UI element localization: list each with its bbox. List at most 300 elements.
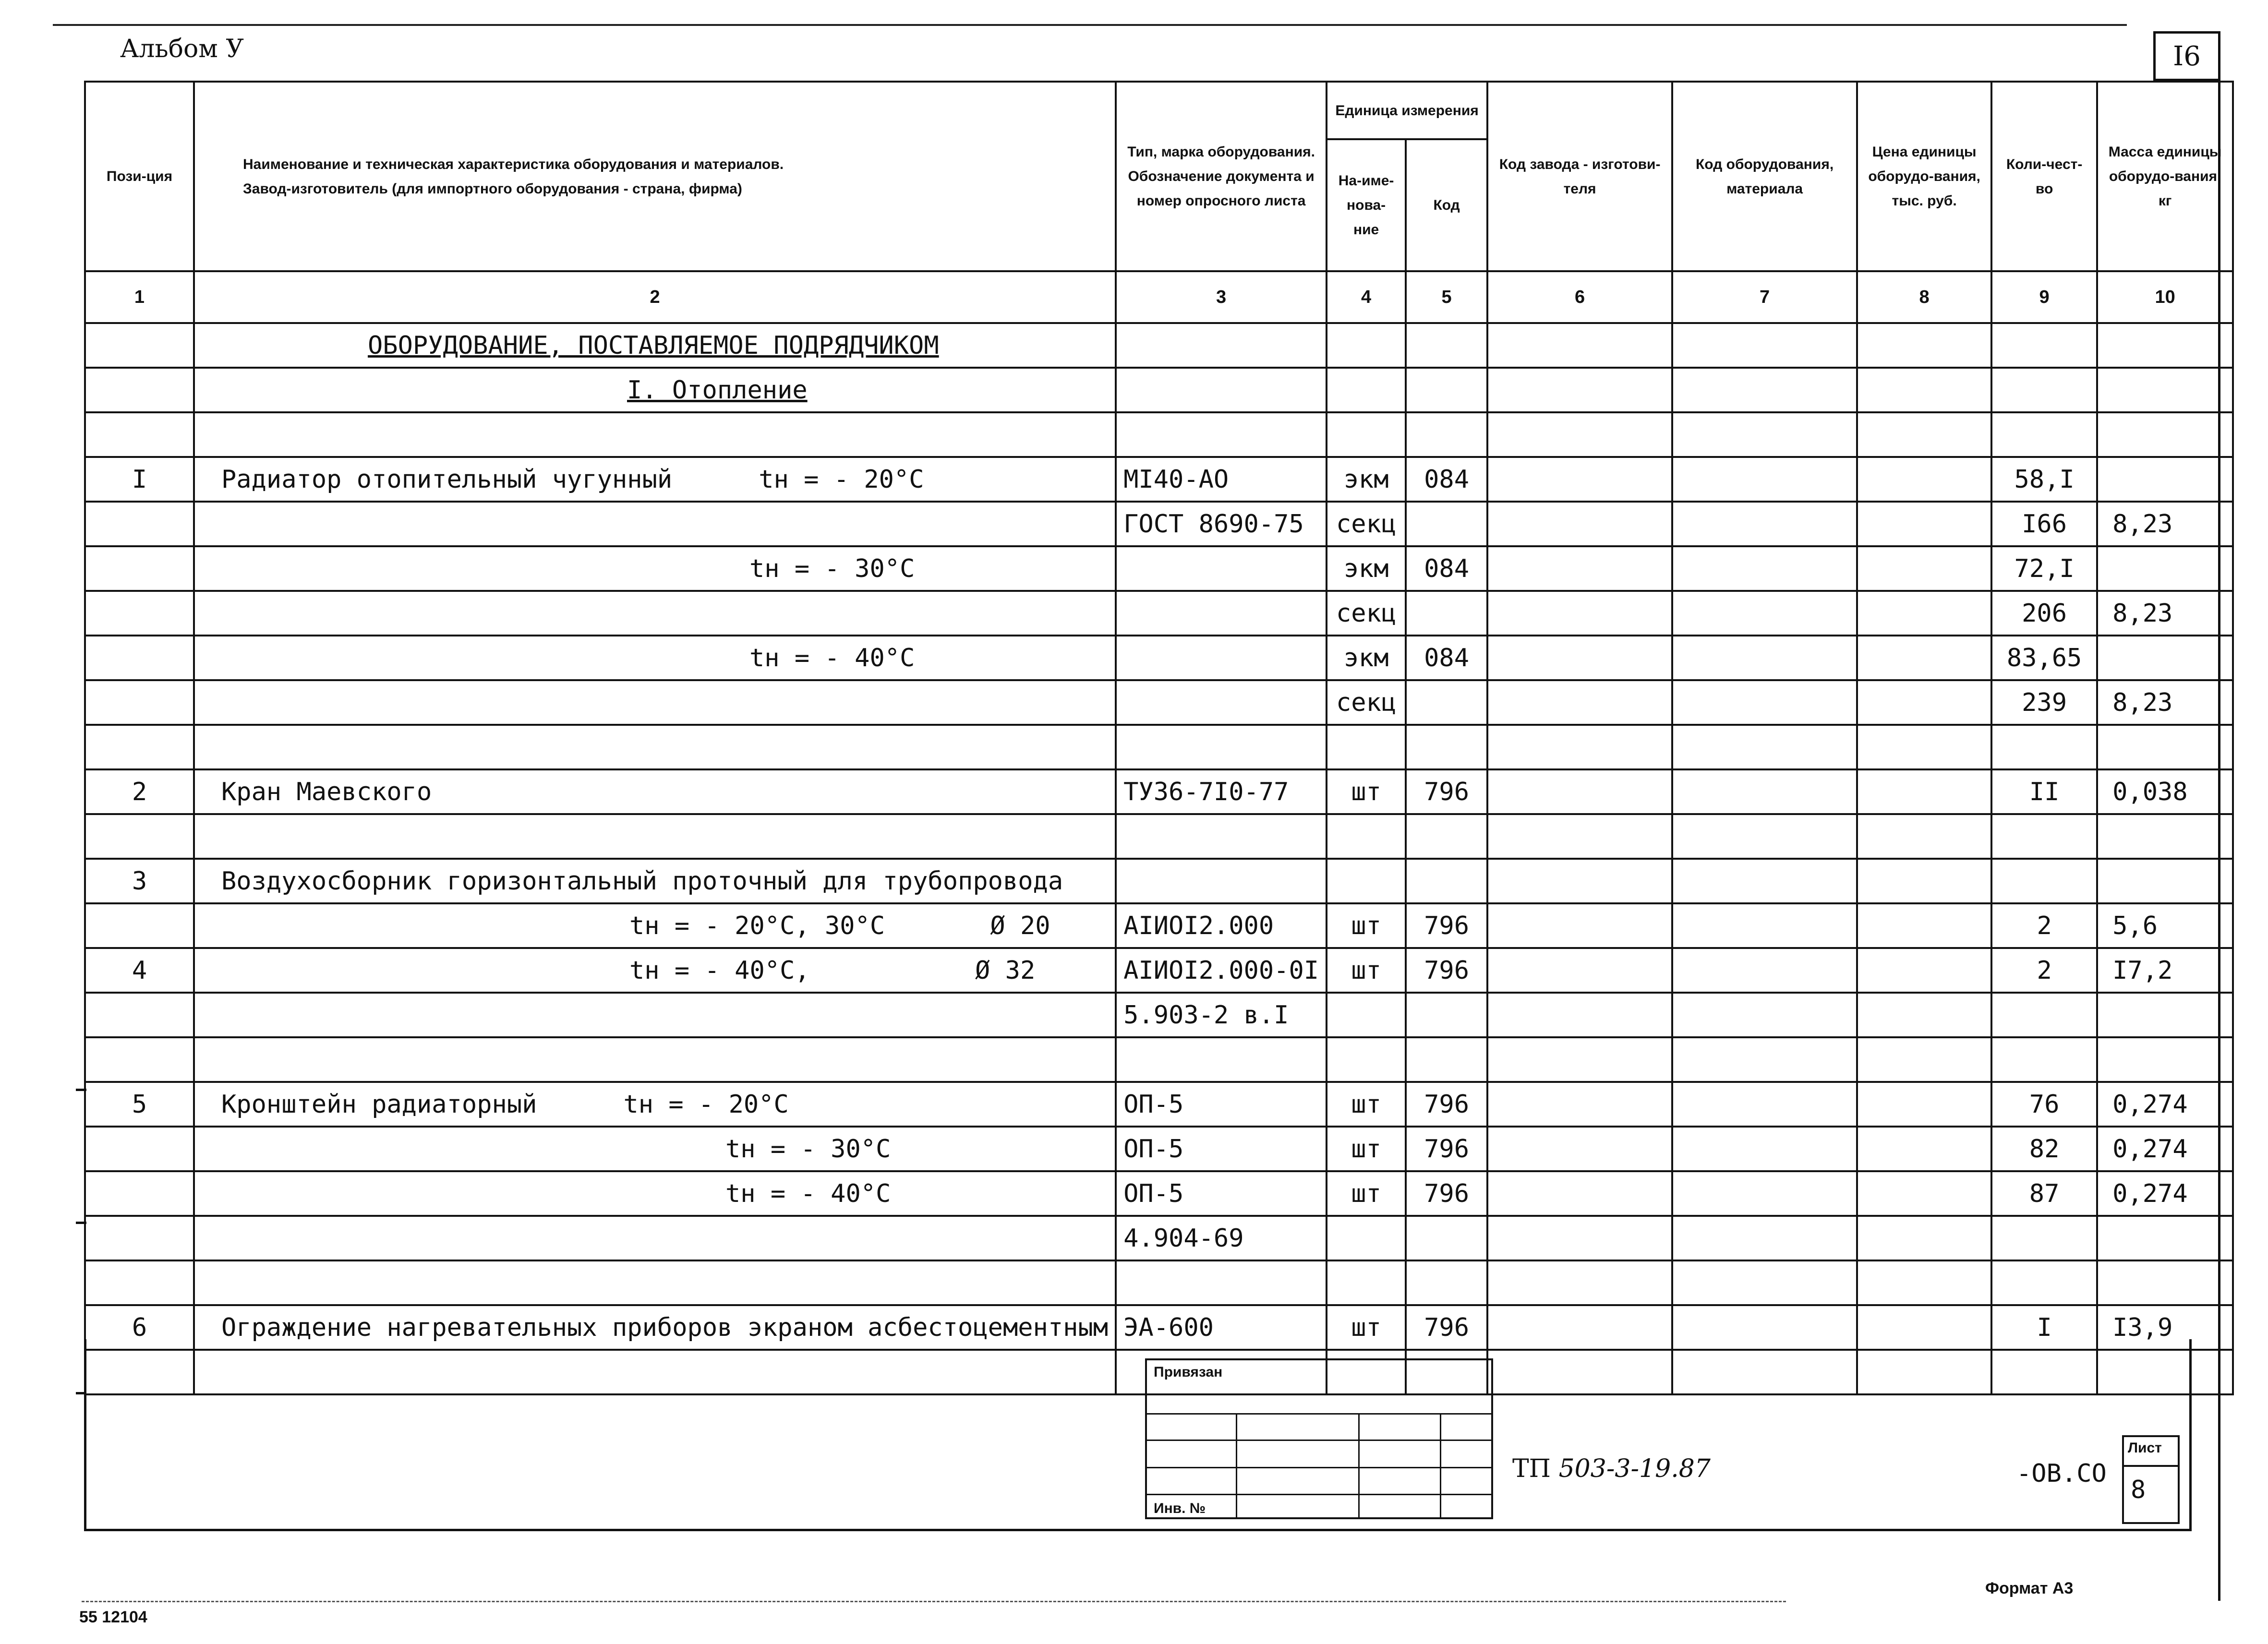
cell-name	[194, 412, 1116, 457]
cell-position	[85, 903, 194, 948]
cell-material-code	[1672, 368, 1857, 412]
sheet-number-box	[2153, 31, 2220, 81]
cell-price	[1857, 859, 1991, 903]
cell-position	[85, 1171, 194, 1216]
cell-type: ЭА-600	[1116, 1305, 1327, 1350]
cell-type: 4.904-69	[1116, 1216, 1327, 1260]
table-row	[85, 993, 2233, 1037]
cell-factory-code	[1487, 1037, 1672, 1082]
table-row	[85, 1082, 2233, 1127]
cell-name	[194, 903, 1116, 948]
table-row	[85, 903, 2233, 948]
cell-price	[1857, 993, 1991, 1037]
cell-type: АIИОI2.000-0I	[1116, 948, 1327, 993]
cell-unit-code: 796	[1406, 1127, 1487, 1171]
cell-quantity: 87	[1991, 1171, 2097, 1216]
column-number: 8	[1857, 271, 1991, 323]
cell-factory-code	[1487, 412, 1672, 457]
sheet-box	[2122, 1435, 2180, 1524]
table-row	[85, 591, 2233, 636]
cell-type	[1116, 546, 1327, 591]
header-price: Цена единицы оборудо-вания, тыс. руб.	[1857, 82, 1991, 271]
cell-name	[194, 1127, 1116, 1171]
cell-factory-code	[1487, 769, 1672, 814]
cell-price	[1857, 1171, 1991, 1216]
cell-price	[1857, 323, 1991, 368]
header-unit-name: На-име-нова-ние	[1327, 139, 1406, 271]
cell-price	[1857, 725, 1991, 769]
cell-type	[1116, 412, 1327, 457]
header-name-line2: Завод-изготовитель (для импортного оборудования - страна, фирма)	[243, 180, 742, 197]
table-row	[85, 1127, 2233, 1171]
column-number-row	[85, 271, 2233, 323]
cell-factory-code	[1487, 591, 1672, 636]
sheet-label: Лист	[2128, 1440, 2162, 1456]
cell-unit-name	[1327, 1216, 1406, 1260]
stamp-bound-label: Привязан	[1154, 1364, 1223, 1380]
cell-position	[85, 1216, 194, 1260]
cell-position	[85, 546, 194, 591]
cell-name	[194, 814, 1116, 859]
cell-type	[1116, 680, 1327, 725]
cell-unit-name: шт	[1327, 903, 1406, 948]
item-condition: tн = - 40°C	[725, 1179, 891, 1208]
cell-mass: 0,038	[2097, 769, 2233, 814]
cell-factory-code	[1487, 903, 1672, 948]
cell-factory-code	[1487, 457, 1672, 502]
table-row	[85, 1260, 2233, 1305]
header-material-code: Код оборудования, материала	[1672, 82, 1857, 271]
item-name: I. Отопление	[627, 375, 808, 405]
column-number: 4	[1327, 271, 1406, 323]
cell-quantity	[1991, 368, 2097, 412]
cell-quantity: 58,I	[1991, 457, 2097, 502]
cell-position	[85, 725, 194, 769]
cell-factory-code	[1487, 636, 1672, 680]
cell-position	[85, 636, 194, 680]
table-row	[85, 769, 2233, 814]
specification-table	[84, 81, 2234, 1395]
cell-factory-code	[1487, 323, 1672, 368]
cell-unit-name: шт	[1327, 948, 1406, 993]
cell-price	[1857, 502, 1991, 546]
cell-position	[85, 368, 194, 412]
cell-quantity	[1991, 1260, 2097, 1305]
cell-mass: 8,23	[2097, 591, 2233, 636]
header-type: Тип, марка оборудования. Обозначение документа и номер опросного листа	[1116, 82, 1327, 271]
cell-mass: 5,6	[2097, 903, 2233, 948]
cell-type	[1116, 725, 1327, 769]
cell-factory-code	[1487, 680, 1672, 725]
cell-factory-code	[1487, 725, 1672, 769]
header-unit-code: Код	[1406, 139, 1487, 271]
cell-position	[85, 591, 194, 636]
cell-price	[1857, 769, 1991, 814]
item-condition: tн = - 40°C	[749, 643, 915, 672]
cell-material-code	[1672, 546, 1857, 591]
cell-unit-code: 796	[1406, 1305, 1487, 1350]
cell-position	[85, 1127, 194, 1171]
cell-type: 5.903-2 в.I	[1116, 993, 1327, 1037]
cell-name	[194, 1216, 1116, 1260]
cell-type: ОП-5	[1116, 1082, 1327, 1127]
cell-name	[194, 591, 1116, 636]
stamp-vline	[1358, 1413, 1360, 1517]
table-row	[85, 546, 2233, 591]
cell-quantity	[1991, 1216, 2097, 1260]
stamp-inv-label: Инв. №	[1154, 1500, 1206, 1516]
cell-position: 5	[85, 1082, 194, 1127]
cell-quantity: 239	[1991, 680, 2097, 725]
cell-quantity: 206	[1991, 591, 2097, 636]
cell-quantity: 83,65	[1991, 636, 2097, 680]
cell-unit-name	[1327, 859, 1406, 903]
header-position: Пози-ция	[85, 82, 194, 271]
cell-unit-name: экм	[1327, 546, 1406, 591]
cell-unit-code: 796	[1406, 948, 1487, 993]
cell-position	[85, 814, 194, 859]
cell-price	[1857, 1082, 1991, 1127]
sheet-number: I6	[2173, 40, 2201, 72]
item-name: Ограждение нагревательных приборов экраном асбестоцементным	[221, 1313, 1109, 1342]
cell-type: ТУ36-7I0-77	[1116, 769, 1327, 814]
cell-mass	[2097, 457, 2233, 502]
cell-unit-name: шт	[1327, 1171, 1406, 1216]
cell-material-code	[1672, 903, 1857, 948]
cell-quantity	[1991, 412, 2097, 457]
cell-type	[1116, 591, 1327, 636]
column-number: 10	[2097, 271, 2233, 323]
cell-mass: I3,9	[2097, 1305, 2233, 1350]
cell-unit-name: экм	[1327, 636, 1406, 680]
cell-position: I	[85, 457, 194, 502]
album-label: Альбом У	[120, 35, 244, 63]
table-row	[85, 1037, 2233, 1082]
cell-unit-name	[1327, 368, 1406, 412]
cell-name	[194, 636, 1116, 680]
footer-rule	[82, 1601, 1786, 1602]
table-row	[85, 412, 2233, 457]
cell-quantity	[1991, 859, 2097, 903]
cell-unit-name: шт	[1327, 1127, 1406, 1171]
cell-price	[1857, 457, 1991, 502]
cell-mass: 0,274	[2097, 1082, 2233, 1127]
cell-name	[194, 546, 1116, 591]
cell-mass	[2097, 1260, 2233, 1305]
cell-name	[194, 725, 1116, 769]
table-row	[85, 680, 2233, 725]
cell-material-code	[1672, 502, 1857, 546]
cell-unit-code: 796	[1406, 903, 1487, 948]
cell-name	[194, 502, 1116, 546]
cell-quantity	[1991, 814, 2097, 859]
cell-unit-name: секц	[1327, 502, 1406, 546]
cell-mass	[2097, 636, 2233, 680]
table-row	[85, 502, 2233, 546]
cell-type	[1116, 1037, 1327, 1082]
cell-price	[1857, 903, 1991, 948]
cell-material-code	[1672, 993, 1857, 1037]
cell-unit-name: шт	[1327, 1082, 1406, 1127]
cell-price	[1857, 1216, 1991, 1260]
cell-material-code	[1672, 1037, 1857, 1082]
cell-unit-name	[1327, 412, 1406, 457]
header-mass: Масса единицы оборудо-вания, кг	[2097, 82, 2233, 271]
cell-factory-code	[1487, 1216, 1672, 1260]
item-condition: tн = - 30°C	[725, 1134, 891, 1164]
cell-name	[194, 859, 1116, 903]
cell-type	[1116, 859, 1327, 903]
cell-material-code	[1672, 1216, 1857, 1260]
item-name: ОБОРУДОВАНИЕ, ПОСТАВЛЯЕМОЕ ПОДРЯДЧИКОМ	[368, 331, 939, 360]
item-condition: tн = - 40°C, Ø 32	[629, 956, 1036, 985]
cell-mass	[2097, 1216, 2233, 1260]
cell-material-code	[1672, 859, 1857, 903]
cell-type	[1116, 323, 1327, 368]
table-row	[85, 368, 2233, 412]
cell-unit-code: 796	[1406, 1082, 1487, 1127]
table-row	[85, 948, 2233, 993]
header-name-line1: Наименование и техническая характеристика оборудования и материалов.	[243, 156, 784, 172]
cell-quantity: 72,I	[1991, 546, 2097, 591]
cell-position	[85, 680, 194, 725]
cell-mass: 0,274	[2097, 1127, 2233, 1171]
cell-unit-code	[1406, 591, 1487, 636]
cell-name	[194, 1082, 1116, 1127]
cell-mass	[2097, 323, 2233, 368]
document-number: 503-3-19.87	[1558, 1454, 1711, 1483]
cell-quantity	[1991, 323, 2097, 368]
cell-factory-code	[1487, 1127, 1672, 1171]
column-number: 6	[1487, 271, 1672, 323]
cell-quantity: 2	[1991, 948, 2097, 993]
cell-factory-code	[1487, 948, 1672, 993]
table-row	[85, 636, 2233, 680]
cell-unit-code	[1406, 859, 1487, 903]
cell-name	[194, 1260, 1116, 1305]
cell-material-code	[1672, 814, 1857, 859]
cell-unit-code	[1406, 680, 1487, 725]
cell-type	[1116, 636, 1327, 680]
header-name	[194, 82, 1116, 271]
cell-factory-code	[1487, 502, 1672, 546]
cell-factory-code	[1487, 1260, 1672, 1305]
cell-price	[1857, 814, 1991, 859]
cell-position: 3	[85, 859, 194, 903]
item-name: Кронштейн радиаторный	[221, 1090, 537, 1119]
cell-unit-code	[1406, 368, 1487, 412]
cell-quantity: 82	[1991, 1127, 2097, 1171]
cell-mass	[2097, 546, 2233, 591]
cell-position	[85, 1260, 194, 1305]
cell-name	[194, 457, 1116, 502]
document-suffix: -ОВ.СО	[2016, 1459, 2107, 1488]
table-row	[85, 859, 2233, 903]
cell-material-code	[1672, 1171, 1857, 1216]
cell-mass: 8,23	[2097, 502, 2233, 546]
cell-unit-name	[1327, 323, 1406, 368]
cell-quantity: I	[1991, 1305, 2097, 1350]
cell-unit-name	[1327, 1260, 1406, 1305]
cell-price	[1857, 368, 1991, 412]
cell-mass: 8,23	[2097, 680, 2233, 725]
cell-unit-code: 796	[1406, 769, 1487, 814]
table-row	[85, 725, 2233, 769]
cell-mass	[2097, 368, 2233, 412]
cell-position	[85, 993, 194, 1037]
table-row	[85, 323, 2233, 368]
cell-type: ОП-5	[1116, 1171, 1327, 1216]
cell-material-code	[1672, 1127, 1857, 1171]
cell-position: 2	[85, 769, 194, 814]
cell-factory-code	[1487, 859, 1672, 903]
cell-factory-code	[1487, 368, 1672, 412]
cell-factory-code	[1487, 1171, 1672, 1216]
cell-name	[194, 948, 1116, 993]
column-number: 7	[1672, 271, 1857, 323]
cell-name	[194, 368, 1116, 412]
cell-factory-code	[1487, 814, 1672, 859]
cell-unit-code	[1406, 725, 1487, 769]
cell-position	[85, 412, 194, 457]
document-prefix: ТП	[1512, 1454, 1551, 1483]
format-label: Формат А3	[1985, 1579, 2074, 1597]
cell-factory-code	[1487, 546, 1672, 591]
cell-unit-name: шт	[1327, 1305, 1406, 1350]
cell-type	[1116, 814, 1327, 859]
stamp-vline	[1440, 1413, 1441, 1517]
cell-unit-code	[1406, 323, 1487, 368]
header-quantity: Коли-чест-во	[1991, 82, 2097, 271]
cell-quantity	[1991, 725, 2097, 769]
cell-price	[1857, 412, 1991, 457]
footer-code: 55 12104	[79, 1608, 147, 1626]
cell-unit-name	[1327, 725, 1406, 769]
cell-unit-name: секц	[1327, 680, 1406, 725]
item-name: Кран Маевского	[221, 777, 432, 806]
cell-mass	[2097, 725, 2233, 769]
column-number: 2	[194, 271, 1116, 323]
cell-type	[1116, 1260, 1327, 1305]
cell-material-code	[1672, 948, 1857, 993]
cell-price	[1857, 636, 1991, 680]
cell-material-code	[1672, 636, 1857, 680]
cell-factory-code	[1487, 1082, 1672, 1127]
cell-unit-code	[1406, 412, 1487, 457]
cell-material-code	[1672, 412, 1857, 457]
cell-name	[194, 1171, 1116, 1216]
cell-quantity: II	[1991, 769, 2097, 814]
cell-mass: 0,274	[2097, 1171, 2233, 1216]
cell-material-code	[1672, 1260, 1857, 1305]
cell-quantity	[1991, 1037, 2097, 1082]
cell-name	[194, 1037, 1116, 1082]
cell-unit-code	[1406, 993, 1487, 1037]
cell-material-code	[1672, 457, 1857, 502]
cell-unit-code	[1406, 1037, 1487, 1082]
cell-unit-name	[1327, 993, 1406, 1037]
cell-type: АIИОI2.000	[1116, 903, 1327, 948]
cell-unit-name: шт	[1327, 769, 1406, 814]
table-row	[85, 457, 2233, 502]
cell-position	[85, 1037, 194, 1082]
cell-quantity	[1991, 993, 2097, 1037]
item-condition: tн = - 20°C, 30°C Ø 20	[629, 911, 1050, 940]
cell-position: 4	[85, 948, 194, 993]
table-row	[85, 1171, 2233, 1216]
cell-mass	[2097, 412, 2233, 457]
column-number: 9	[1991, 271, 2097, 323]
cell-quantity: 76	[1991, 1082, 2097, 1127]
item-condition: tн = - 20°C	[623, 1090, 789, 1119]
cell-unit-code	[1406, 1260, 1487, 1305]
cell-price	[1857, 546, 1991, 591]
sheet-separator	[2124, 1465, 2178, 1467]
cell-unit-code: 796	[1406, 1171, 1487, 1216]
cell-unit-code	[1406, 502, 1487, 546]
cell-mass	[2097, 814, 2233, 859]
item-name: Радиатор отопительный чугунный	[221, 465, 673, 494]
cell-material-code	[1672, 323, 1857, 368]
cell-mass	[2097, 993, 2233, 1037]
cell-name	[194, 769, 1116, 814]
stamp-vline	[1236, 1413, 1237, 1517]
cell-price	[1857, 591, 1991, 636]
cell-unit-code: 084	[1406, 546, 1487, 591]
table-row	[85, 814, 2233, 859]
document-code	[1512, 1454, 1711, 1483]
cell-price	[1857, 1037, 1991, 1082]
cell-material-code	[1672, 725, 1857, 769]
cell-type: МI40-АО	[1116, 457, 1327, 502]
column-number: 5	[1406, 271, 1487, 323]
cell-unit-code: 084	[1406, 636, 1487, 680]
cell-mass	[2097, 1037, 2233, 1082]
header-factory-code: Код завода - изготови-теля	[1487, 82, 1672, 271]
cell-material-code	[1672, 680, 1857, 725]
sheet-value: 8	[2131, 1476, 2146, 1504]
cell-quantity: I66	[1991, 502, 2097, 546]
header-unit-group: Единица измерения	[1327, 82, 1487, 139]
cell-price	[1857, 1127, 1991, 1171]
table-body	[85, 323, 2233, 1394]
cell-position	[85, 323, 194, 368]
cell-price	[1857, 680, 1991, 725]
cell-material-code	[1672, 591, 1857, 636]
cell-unit-name: секц	[1327, 591, 1406, 636]
cell-material-code	[1672, 769, 1857, 814]
cell-mass	[2097, 859, 2233, 903]
cell-price	[1857, 948, 1991, 993]
column-number: 3	[1116, 271, 1327, 323]
cell-type: ГОСТ 8690-75	[1116, 502, 1327, 546]
cell-name	[194, 680, 1116, 725]
cell-unit-name: экм	[1327, 457, 1406, 502]
binding-stamp	[1145, 1358, 1493, 1519]
cell-unit-code	[1406, 1216, 1487, 1260]
cell-material-code	[1672, 1082, 1857, 1127]
cell-name	[194, 323, 1116, 368]
item-condition: tн = - 30°C	[749, 554, 915, 583]
cell-type: ОП-5	[1116, 1127, 1327, 1171]
bottom-frame	[84, 1339, 2192, 1531]
cell-type	[1116, 368, 1327, 412]
cell-unit-name	[1327, 1037, 1406, 1082]
cell-mass: I7,2	[2097, 948, 2233, 993]
item-condition: tн = - 20°C	[759, 465, 924, 494]
cell-unit-code	[1406, 814, 1487, 859]
column-number: 1	[85, 271, 194, 323]
